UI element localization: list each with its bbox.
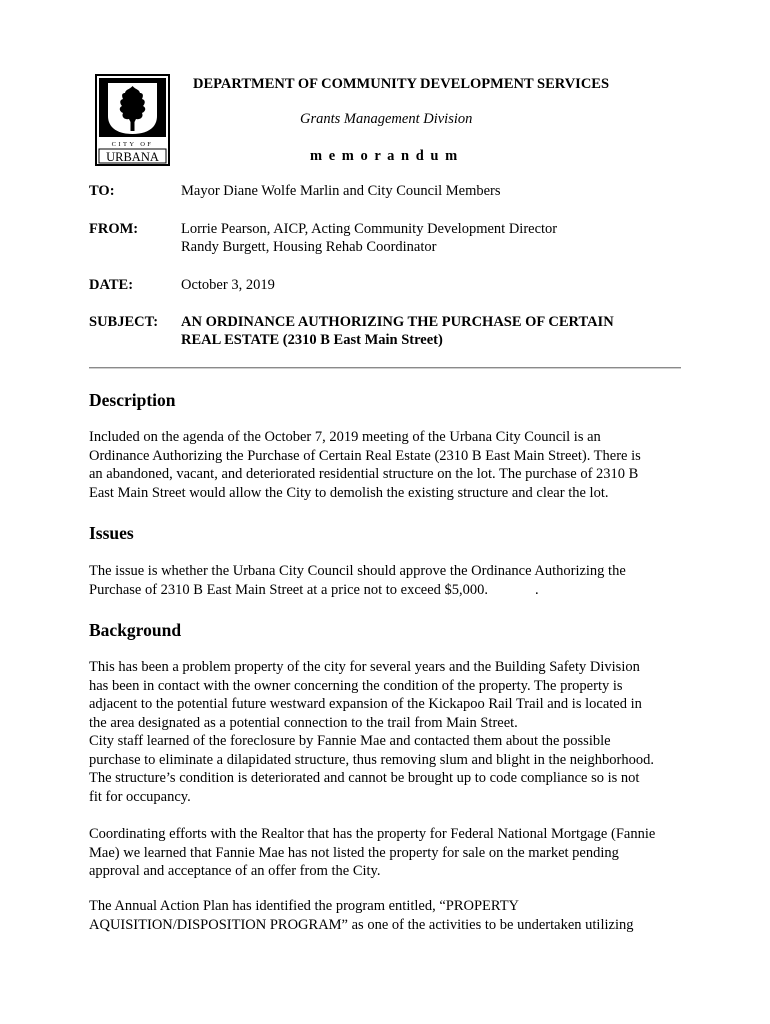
memo-from-row-continued (0, 238, 770, 257)
division-name: Grants Management Division (300, 111, 473, 127)
background-line: approval and acceptance of an offer from the City. (89, 863, 381, 879)
description-line: an abandoned, vacant, and deteriorated residential structure on the lot. The purchase of 2310 B (89, 466, 639, 482)
background-line: the area designated as a potential connection to the trail from Main Street. (89, 714, 518, 731)
issues-paragraph (89, 562, 626, 599)
description-heading: Description (89, 390, 176, 410)
to-label: TO: (89, 183, 115, 199)
issues-heading: Issues (89, 523, 134, 543)
background-line: The Annual Action Plan has identified the program entitled, “PROPERTY (89, 898, 520, 914)
to-value: Mayor Diane Wolfe Marlin and City Council Members (181, 183, 501, 199)
city-of-urbana-logo (95, 74, 170, 166)
background-paragraph (89, 658, 654, 806)
memo-subject-row (0, 313, 770, 332)
description-line: Included on the agenda of the October 7, 2019 meeting of the Urbana City Council is an (89, 429, 601, 445)
background-line: has been in contact with the owner concerning the condition of the property. The property is (89, 677, 623, 694)
background-line: purchase to eliminate a dilapidated structure, thus removing slum and blight in the neighborhood. (89, 751, 654, 768)
subject-value-line: AN ORDINANCE AUTHORIZING THE PURCHASE OF CERTAIN (181, 314, 614, 330)
memo-to-row (0, 182, 770, 201)
background-line: This has been a problem property of the city for several years and the Building Safety Division (89, 659, 640, 675)
background-line: The structure’s condition is deteriorated and cannot be brought up to code compliance so is not (89, 770, 640, 786)
document-type: m e m o r a n d u m (310, 148, 459, 164)
stray-period: . (535, 581, 539, 598)
issues-line-wrapper (89, 581, 626, 600)
logo-city-text: CITY OF (111, 141, 154, 148)
memo-date-row (0, 276, 770, 295)
description-paragraph (89, 428, 641, 502)
background-line: fit for occupancy. (89, 788, 191, 805)
background-heading: Background (89, 620, 182, 640)
background-paragraph (89, 825, 655, 881)
description-line: East Main Street would allow the City to demolish the existing structure and clear the lot. (89, 484, 609, 501)
background-line: Mae) we learned that Fannie Mae has not listed the property for sale on the market pending (89, 844, 619, 861)
from-value-line: Randy Burgett, Housing Rehab Coordinator (181, 239, 437, 255)
memo-subject-row-continued (0, 331, 770, 350)
date-label: DATE: (89, 277, 134, 293)
department-title: DEPARTMENT OF COMMUNITY DEVELOPMENT SERVICES (193, 76, 610, 92)
from-value-line: Lorrie Pearson, AICP, Acting Community Development Director (181, 221, 558, 237)
background-line: AQUISITION/DISPOSITION PROGRAM” as one of the activities to be undertaken utilizing (89, 916, 634, 933)
from-label: FROM: (89, 221, 139, 237)
background-paragraph (89, 897, 633, 934)
background-line: adjacent to the potential future westward expansion of the Kickapoo Rail Trail and is located in (89, 696, 642, 712)
header-divider (89, 367, 681, 369)
subject-label: SUBJECT: (89, 314, 159, 330)
memo-from-row (0, 220, 770, 239)
description-line: Ordinance Authorizing the Purchase of Certain Real Estate (2310 B East Main Street). There is (89, 447, 641, 464)
background-line: City staff learned of the foreclosure by Fannie Mae and contacted them about the possible (89, 733, 611, 749)
issues-line: The issue is whether the Urbana City Council should approve the Ordinance Authorizing the (89, 563, 626, 579)
background-line: Coordinating efforts with the Realtor that has the property for Federal National Mortgage (Fannie (89, 826, 656, 842)
subject-value-line: REAL ESTATE (2310 B East Main Street) (181, 332, 443, 348)
date-value: October 3, 2019 (181, 277, 275, 293)
issues-line: Purchase of 2310 B East Main Street at a price not to exceed $5,000. (89, 581, 489, 598)
logo-name-text: URBANA (106, 150, 159, 164)
